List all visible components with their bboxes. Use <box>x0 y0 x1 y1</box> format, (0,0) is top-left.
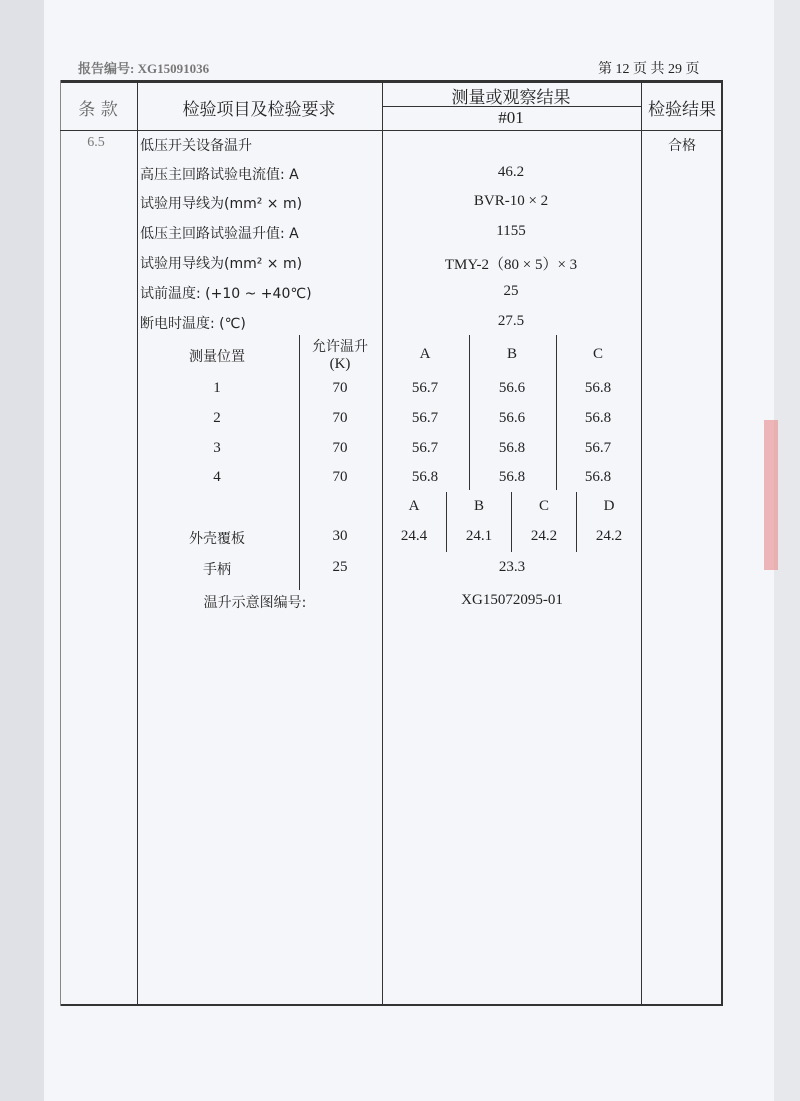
temp-allow-unit: (K) <box>329 356 351 372</box>
temp-row-value: 56.8 <box>584 410 612 426</box>
shell-value: 24.4 <box>400 528 428 544</box>
handle-allow: 25 <box>332 559 348 575</box>
table-top-border <box>60 80 723 83</box>
temp-row-allow: 70 <box>332 380 348 396</box>
header-item: 检验项目及检验要求 <box>182 100 336 120</box>
handle-label: 手柄 <box>203 562 231 578</box>
inner-divider <box>446 492 447 552</box>
diagram-value: XG15072095-01 <box>461 592 563 608</box>
col-divider <box>641 80 642 1006</box>
item-value: 27.5 <box>497 313 525 329</box>
temp-row-allow: 70 <box>332 469 348 485</box>
inner-divider <box>299 490 300 580</box>
temp-row-allow: 70 <box>332 410 348 426</box>
temp-row-allow: 70 <box>332 440 348 456</box>
item-value: TMY-2（80 × 5）× 3 <box>444 257 578 273</box>
col-divider <box>382 80 383 1006</box>
shell-value: 24.1 <box>465 528 493 544</box>
temp-row-value: 56.8 <box>498 469 526 485</box>
temp-row-value: 56.8 <box>498 440 526 456</box>
shell-header: A <box>408 498 420 514</box>
item-label: 低压开关设备温升 <box>140 138 252 154</box>
clause-number: 6.5 <box>87 135 105 150</box>
temp-row-value: 56.7 <box>411 410 439 426</box>
shell-header: B <box>473 498 485 514</box>
shell-label: 外壳覆板 <box>189 531 245 547</box>
diagram-label: 温升示意图编号: <box>203 595 307 611</box>
item-label: 试前温度: (+10 ~ +40℃) <box>140 286 312 302</box>
header-measure: 测量或观察结果 <box>451 88 571 108</box>
result-value: 合格 <box>668 138 696 154</box>
header-clause: 条 款 <box>78 100 118 120</box>
shell-header: D <box>603 498 615 514</box>
inner-divider <box>576 492 577 552</box>
red-stamp-fragment <box>764 420 778 570</box>
temp-pos-header: 测量位置 <box>189 349 245 365</box>
temp-row-pos: 1 <box>213 380 221 396</box>
page-number: 第 12 页 共 29 页 <box>598 62 700 77</box>
phase-header: A <box>419 346 431 362</box>
handle-value: 23.3 <box>498 559 526 575</box>
temp-row-value: 56.8 <box>411 469 439 485</box>
temp-allow-header: 允许温升 <box>312 339 368 355</box>
item-value: 25 <box>503 283 519 299</box>
header-result: 检验结果 <box>648 100 716 120</box>
temp-row-value: 56.6 <box>498 410 526 426</box>
item-label: 低压主回路试验温升值: A <box>140 226 299 242</box>
table-right-border <box>721 80 723 1006</box>
inner-divider <box>469 335 470 490</box>
shell-allow: 30 <box>332 528 348 544</box>
inner-divider <box>556 335 557 490</box>
item-label: 试验用导线为(mm² × m) <box>140 256 303 272</box>
shell-header: C <box>538 498 550 514</box>
binding-edge <box>0 0 45 1101</box>
col-divider <box>137 80 138 1006</box>
temp-row-pos: 2 <box>213 410 221 426</box>
temp-row-value: 56.6 <box>498 380 526 396</box>
temp-row-value: 56.7 <box>411 440 439 456</box>
header-bottom-border <box>60 130 723 131</box>
temp-row-pos: 4 <box>213 469 221 485</box>
shell-value: 24.2 <box>530 528 558 544</box>
header-sample: #01 <box>498 108 524 127</box>
temp-row-value: 56.7 <box>584 440 612 456</box>
item-value: BVR-10 × 2 <box>473 193 549 209</box>
temp-row-pos: 3 <box>213 440 221 456</box>
temp-row-value: 56.8 <box>584 380 612 396</box>
item-label: 高压主回路试验电流值: A <box>140 167 299 183</box>
item-value: 46.2 <box>497 164 525 180</box>
temp-row-value: 56.8 <box>584 469 612 485</box>
phase-header: C <box>592 346 604 362</box>
item-label: 断电时温度: (℃) <box>140 316 246 332</box>
item-value: 1155 <box>496 223 526 239</box>
temp-row-value: 56.7 <box>411 380 439 396</box>
phase-header: B <box>506 346 518 362</box>
report-number: 报告编号: XG15091036 <box>78 61 210 76</box>
table-left-border <box>60 80 61 1006</box>
inner-divider <box>511 492 512 552</box>
shell-value: 24.2 <box>595 528 623 544</box>
table-bottom-border <box>60 1004 723 1006</box>
item-label: 试验用导线为(mm² × m) <box>140 196 303 212</box>
